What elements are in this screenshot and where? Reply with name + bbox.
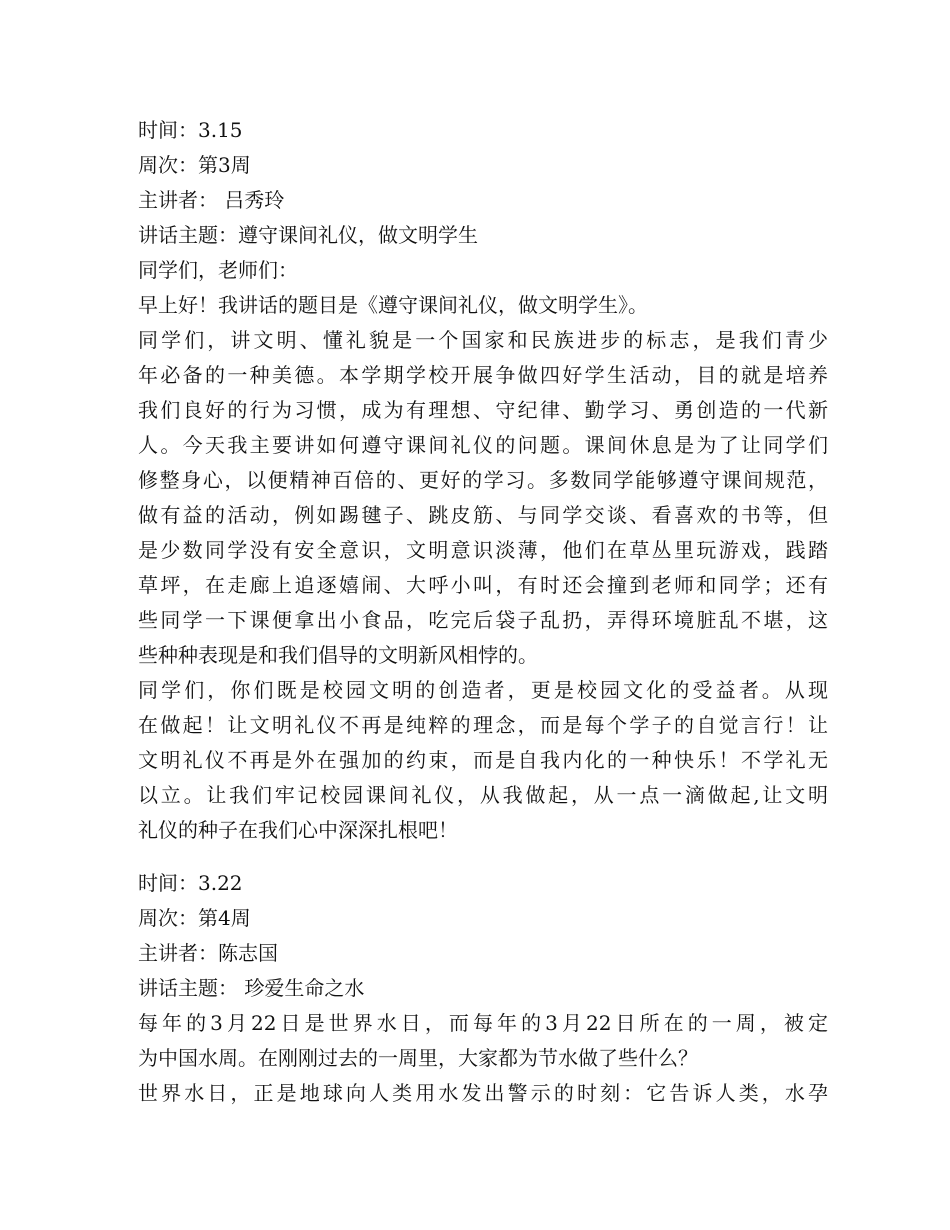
text-line: 早上好！我讲话的题目是《遵守课间礼仪，做文明学生》。: [138, 293, 648, 317]
text-line: 些同学一下课便拿出小食品，吃完后袋子乱扔，弄得环境脏乱不堪，这: [138, 608, 828, 632]
text-line: 时间：3.15: [138, 118, 243, 142]
text-line: 我们良好的行为习惯，成为有理想、守纪律、勤学习、勇创造的一代新: [138, 398, 828, 422]
text-line: 每年的3月22日是世界水日，而每年的3月22日所在的一周，被定: [138, 1011, 828, 1035]
text-line: 草坪，在走廊上追逐嬉闹、大呼小叫，有时还会撞到老师和同学；还有: [138, 573, 828, 597]
text-line: 人。今天我主要讲如何遵守课间礼仪的问题。课间休息是为了让同学们: [138, 433, 828, 457]
text-line: 周次：第4周: [138, 906, 251, 930]
text-line: 些种种表现是和我们倡导的文明新风相悖的。: [138, 643, 538, 667]
text-line: 在做起！让文明礼仪不再是纯粹的理念，而是每个学子的自觉言行！让: [138, 713, 828, 737]
text-line: 文明礼仪不再是外在强加的约束，而是自我内化的一种快乐！不学礼无: [138, 748, 828, 772]
text-line: 主讲者： 吕秀玲: [138, 188, 285, 212]
text-line: 修整身心，以便精神百倍的、更好的学习。多数同学能够遵守课间规范，: [138, 468, 828, 492]
text-line: 周次：第3周: [138, 153, 251, 177]
text-line: 是少数同学没有安全意识，文明意识淡薄，他们在草丛里玩游戏，践踏: [138, 538, 828, 562]
text-line: 同学们，讲文明、懂礼貌是一个国家和民族进步的标志，是我们青少: [138, 328, 828, 352]
text-line: 主讲者：陈志国: [138, 941, 278, 965]
text-line: 做有益的活动，例如踢毽子、跳皮筋、与同学交谈、看喜欢的书等，但: [138, 503, 828, 527]
text-line: 讲话主题： 珍爱生命之水: [138, 976, 365, 1000]
text-line: 讲话主题：遵守课间礼仪，做文明学生: [138, 223, 478, 247]
text-line: 同学们，老师们：: [138, 258, 298, 282]
text-line: 时间：3.22: [138, 871, 243, 895]
text-line: 礼仪的种子在我们心中深深扎根吧！: [138, 818, 458, 842]
text-line: 为中国水周。在刚刚过去的一周里，大家都为节水做了些什么？: [138, 1046, 698, 1070]
text-line: 年必备的一种美德。本学期学校开展争做四好学生活动，目的就是培养: [138, 363, 828, 387]
text-line: 世界水日，正是地球向人类用水发出警示的时刻：它告诉人类，水孕: [138, 1081, 828, 1105]
text-line: 同学们，你们既是校园文明的创造者，更是校园文化的受益者。从现: [138, 678, 828, 702]
text-line: 以立。让我们牢记校园课间礼仪，从我做起，从一点一滴做起,让文明: [138, 783, 828, 807]
